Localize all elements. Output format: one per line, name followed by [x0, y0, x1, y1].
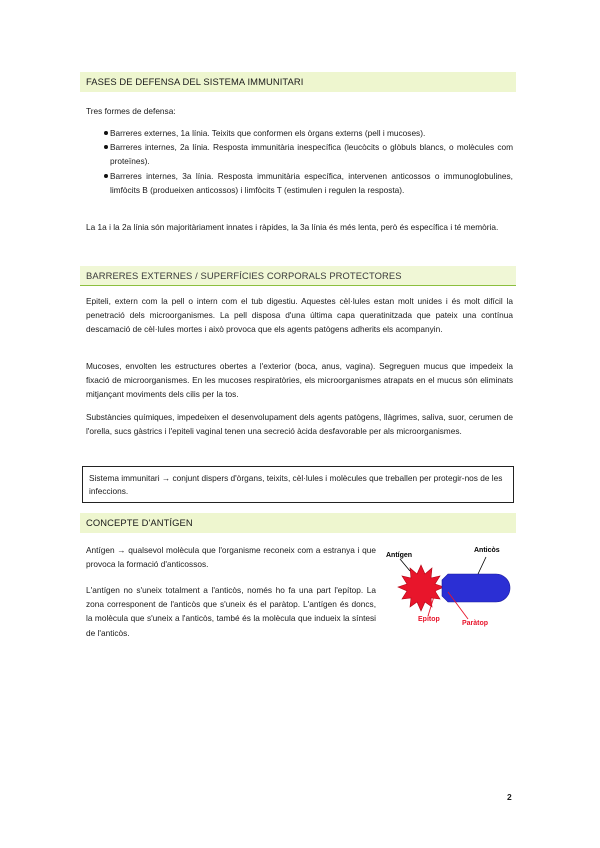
- list-item: [86, 169, 513, 197]
- list-item: [86, 126, 513, 140]
- page-number: 2: [507, 792, 512, 802]
- bullet-icon: [104, 131, 108, 135]
- antigen-label-arrow: [400, 559, 410, 571]
- list-item-text: Barreres externes, 1a línia. Teixits que conformen els òrgans externs (pell i mucoses).: [110, 128, 426, 138]
- epitope-label: Epítop: [418, 616, 440, 623]
- antigen-shape: [398, 565, 444, 611]
- epitope-paratope-paragraph: L'antígen no s'uneix totalment a l'anticòs, només ho fa una part l'epítop. La zona corresponent de l'anticòs que s'uneix és el paràtop. L'antígen és doncs, la molècula que s'uneix a l'anticòs, també és la molècula que indueix la síntesi de l'anticòs.: [86, 585, 376, 638]
- intro-text: Tres formes de defensa:: [86, 106, 176, 116]
- list-item-text: Barreres internes, 2a línia. Resposta immunitària inespecífica (leucòcits o glòbuls blancs, o molècules com proteïnes).: [110, 142, 513, 167]
- section-heading-immune-defense: FASES DE DEFENSA DEL SISTEMA IMMUNITARI: [80, 72, 516, 92]
- defense-summary-paragraph: La 1a i la 2a línia són majoritàriament innates i ràpides, la 3a línia és més lenta, però és específica i té memòria.: [86, 222, 499, 232]
- mucosa-paragraph: Mucoses, envolten les estructures obertes a l'exterior (boca, anus, vagina). Segreguen mucus que impedeix la fixació de microorganismes. En les mucoses respiratòries, els microorganismes atrapats en el mucus són eliminats mitjançant moviments dels cilis per la tos.: [86, 361, 513, 400]
- list-item: [86, 140, 513, 168]
- section-heading-external-barriers: BARRERES EXTERNES / SUPERFÍCIES CORPORALS PROTECTORES: [80, 266, 516, 286]
- epithelium-paragraph: Epiteli, extern com la pell o intern com el tub digestiu. Aquestes cèl·lules estan molt unides i és molt difícil la penetració dels microorganismes. La pell disposa d'una última capa queratinitzada que pateix una contínua descamació de cèl·lules mortes i això provoca que els agents patògens adherits els acompanyin.: [86, 296, 513, 335]
- chemical-substances-paragraph: Substàncies químiques, impedeixen el desenvolupament dels agents patògens, llàgrimes, saliva, suor, cerumen de l'orella, sucs gàstrics i l'epiteli vaginal tenen una secreció àcida desfavorable per als microorganismes.: [86, 412, 513, 437]
- bullet-icon: [104, 174, 108, 178]
- defense-lines-list: [86, 126, 513, 197]
- section-heading-antigen-concept: CONCEPTE D'ANTÍGEN: [80, 513, 516, 533]
- immune-system-definition-box: Sistema immunitari → conjunt dispers d'òrgans, teixits, cèl·lules i molècules que treballen per protegir-nos de les infeccions.: [82, 466, 514, 503]
- bullet-icon: [104, 145, 108, 149]
- list-item-text: Barreres internes, 3a línia. Resposta immunitària específica, intervenen anticossos o immunoglobulines, limfòcits B (produeixen anticossos) i limfòcits T (estimulen i regulen la resposta).: [110, 170, 513, 195]
- paratope-label: Paràtop: [462, 620, 489, 627]
- antibody-label: Anticòs: [474, 547, 500, 554]
- antibody-label-arrow: [478, 557, 486, 574]
- antigen-antibody-figure: [384, 540, 524, 640]
- antigen-label: Antígen: [386, 552, 413, 559]
- antigen-definition-paragraph: Antígen → qualsevol molècula que l'organisme reconeix com a estranya i que provoca la formació d'anticossos.: [86, 545, 376, 570]
